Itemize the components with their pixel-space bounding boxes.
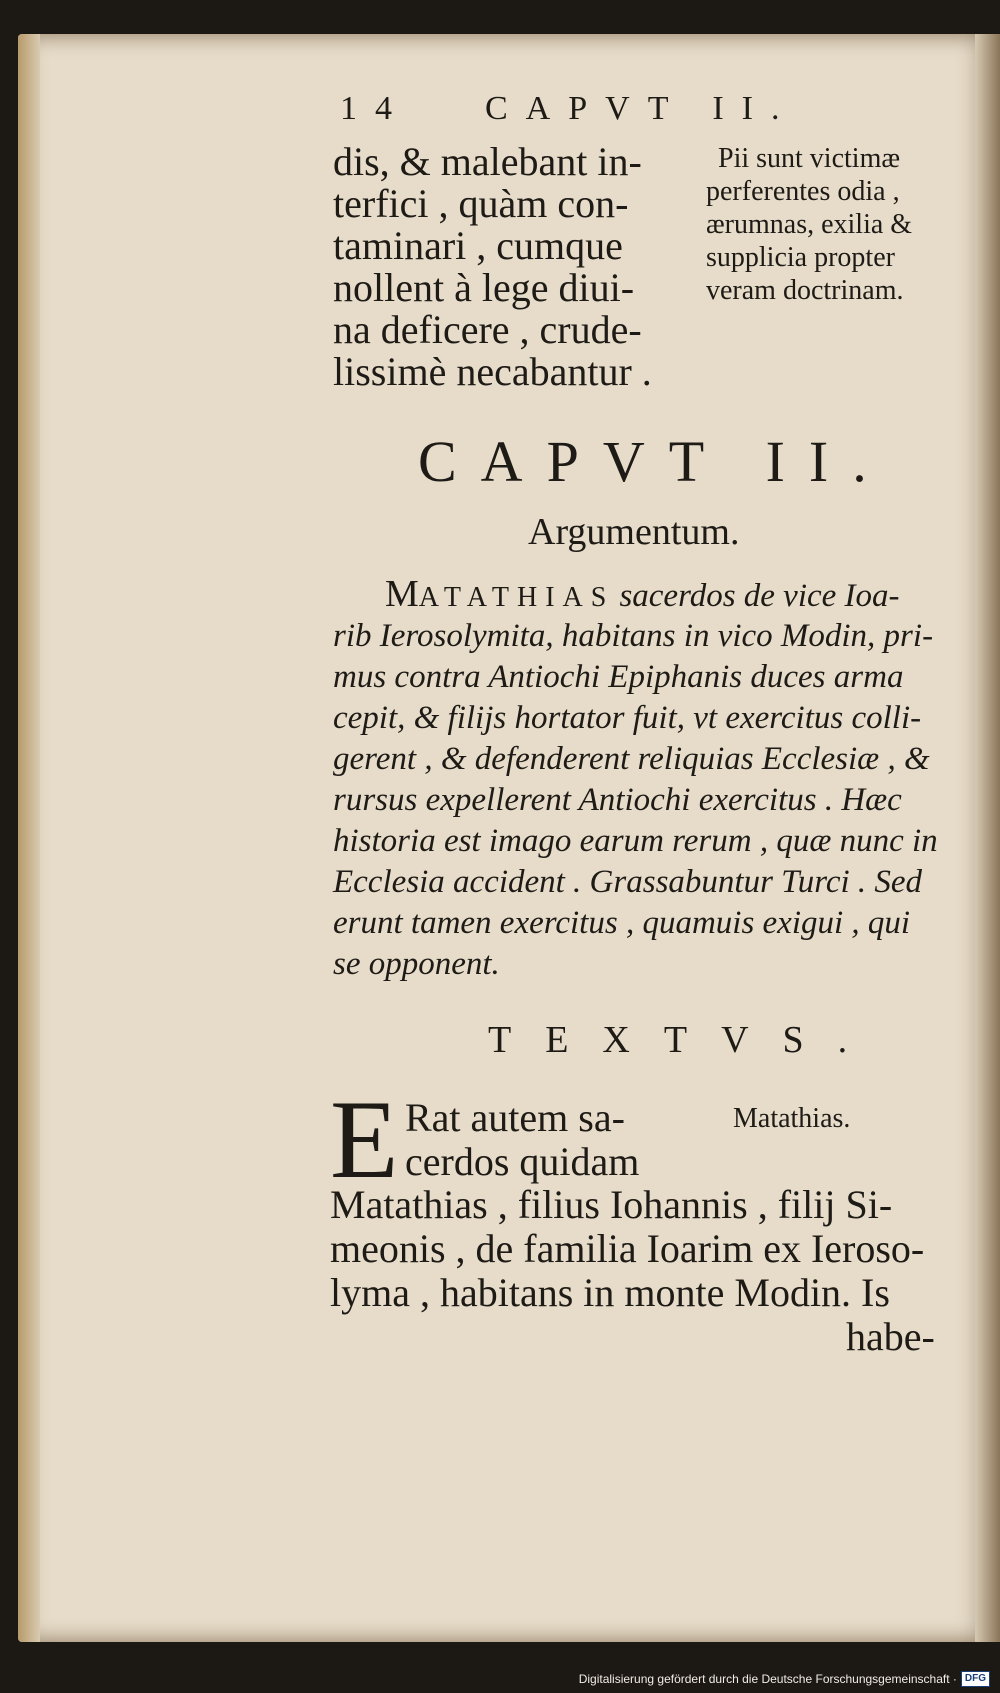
running-head-title: CAPVT II. bbox=[485, 90, 798, 127]
page-gutter bbox=[18, 34, 40, 1642]
textus-heading: TEXTVS. bbox=[488, 1019, 882, 1061]
catchword: habe- bbox=[846, 1314, 935, 1359]
margin-line: supplicia propter bbox=[706, 242, 895, 273]
argument-line: historia est imago earum rerum , quæ nunc in bbox=[333, 823, 938, 859]
argument-initial: M bbox=[385, 573, 419, 615]
digitization-footer bbox=[579, 1671, 990, 1687]
text-line: lyma , habitans in monte Modin. Is bbox=[330, 1270, 890, 1315]
argument-line: gerent , & defenderent reliquias Ecclesiæ , & bbox=[333, 741, 930, 777]
margin-note-matathias: Matathias. bbox=[733, 1103, 851, 1134]
margin-line: veram doctrinam. bbox=[706, 275, 904, 306]
body-line: na deficere , crude- bbox=[333, 307, 642, 352]
dfg-logo: DFG bbox=[961, 1671, 990, 1687]
text-line: meonis , de familia Ioarim ex Ieroso- bbox=[330, 1226, 925, 1271]
text-line: Matathias , filius Iohannis , filij Si- bbox=[330, 1182, 893, 1227]
body-line: lissimè necabantur . bbox=[333, 349, 652, 394]
page-fore-edge bbox=[975, 34, 1000, 1642]
margin-line: perferentes odia , bbox=[706, 176, 900, 207]
text-line: Rat autem sa- bbox=[405, 1095, 625, 1140]
argument-line: Ecclesia accident . Grassabuntur Turci . Sed bbox=[333, 864, 923, 900]
argument-heading: Argumentum. bbox=[528, 511, 740, 553]
body-line: taminari , cumque bbox=[333, 223, 623, 268]
argument-line: se opponent. bbox=[333, 946, 500, 982]
body-line: nollent à lege diui- bbox=[333, 265, 635, 310]
argument-line: mus contra Antiochi Epiphanis duces arma bbox=[333, 659, 904, 695]
argument-lead-smallcaps: ATATHIAS bbox=[418, 582, 615, 613]
argument-first-line bbox=[385, 572, 900, 616]
body-line: terfici , quàm con- bbox=[333, 181, 629, 226]
argument-line: erunt tamen exercitus , quamuis exigui , qui bbox=[333, 905, 911, 941]
argument-line: cepit, & filijs hortator fuit, vt exercitus colli- bbox=[333, 700, 922, 736]
text-line: cerdos quidam bbox=[405, 1139, 640, 1184]
body-line: dis, & malebant in- bbox=[333, 139, 642, 184]
margin-line: ærumnas, exilia & bbox=[706, 209, 913, 240]
drop-cap: E bbox=[330, 1078, 399, 1202]
argument-line: rib Ierosolymita, habitans in vico Modin, pri- bbox=[333, 618, 934, 654]
footer-text: Digitalisierung gefördert durch die Deutsche Forschungsgemeinschaft · bbox=[578, 1672, 957, 1686]
chapter-heading: CAPVT II. bbox=[418, 429, 891, 494]
margin-line: Pii sunt victimæ bbox=[718, 143, 901, 174]
argument-line: sacerdos de vice Ioa- bbox=[619, 578, 900, 614]
argument-line: rursus expellerent Antiochi exercitus . Hæc bbox=[333, 782, 902, 818]
page-number: 14 bbox=[340, 90, 410, 127]
